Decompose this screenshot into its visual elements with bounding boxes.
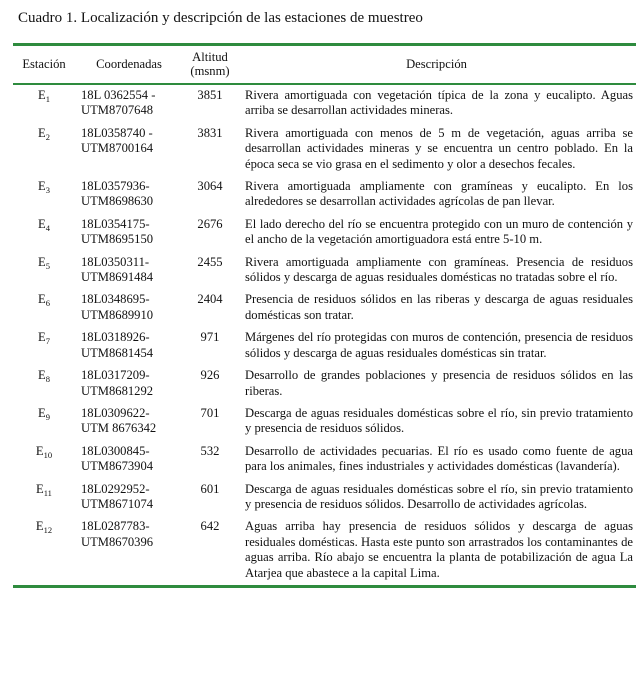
- altitude-cell: 3064: [197, 179, 223, 194]
- station-cell: [13, 176, 75, 214]
- description-cell: Rivera amortiguada ampliamente con gramíneas. Presencia de residuos sólidos y descarga de aguas residuales domésticas no tratadas sobre el río.: [245, 254, 633, 285]
- table-row: [13, 289, 636, 327]
- coordinates-line-1: 18L0358740 -: [81, 125, 153, 140]
- description-cell: Rivera amortiguada con menos de 5 m de vegetación, aguas arriba se desarrollan actividades mineras y se encuentra un centro poblado. En la época seca se vio grasa en el sedimento y olor a desechos fecales.: [245, 125, 633, 171]
- description-cell: Aguas arriba hay presencia de residuos sólidos y descarga de aguas residuales domésticas. Hasta este punto son arrastrados los contaminantes de aguas arriba. Río abajo se encuentra la planta de potabilización de agua La Atarjea que abastece a la capital Lima.: [245, 519, 633, 580]
- station-number: 2: [45, 131, 50, 142]
- coordinates-line-2: UTM8691484: [81, 270, 154, 285]
- description-cell: Desarrollo de actividades pecuarias. El río es usado como fuente de agua para los animales, fines industriales y actividades domésticas (lavandería).: [245, 443, 633, 474]
- station-letter: E: [38, 179, 46, 194]
- coordinates-cell: [75, 516, 183, 585]
- altitude-cell: 2404: [197, 292, 223, 307]
- station-cell: [13, 365, 75, 403]
- station-letter: E: [35, 443, 44, 458]
- stations-table-container: [13, 43, 636, 588]
- table-row: [13, 252, 636, 290]
- coordinates-line-1: 18L0354175-: [81, 216, 150, 231]
- coordinates-line-1: 18L0292952-: [81, 481, 150, 496]
- station-letter: E: [38, 368, 46, 383]
- description-cell: El lado derecho del río se encuentra protegido con un muro de contención y el ancho de la vegetación amortiguadora está entre 5-10 m.: [245, 216, 633, 247]
- altitude-cell: 701: [200, 405, 220, 420]
- description-cell: Márgenes del río protegidas con muros de contención, presencia de residuos sólidos y descarga de aguas residuales domésticas sin tratar.: [245, 330, 633, 360]
- header-altitud-line2: (msnm): [190, 64, 230, 78]
- table-row: [13, 123, 636, 176]
- coordinates-cell: [75, 214, 183, 252]
- station-number: 11: [43, 487, 52, 498]
- coordinates-line-2: UTM8673904: [81, 459, 154, 474]
- coordinates-line-1: 18L0357936-: [81, 179, 150, 194]
- station-number: 8: [45, 374, 50, 385]
- description-cell: Descarga de aguas residuales domésticas sobre el río, sin previo tratamiento y presencia de residuos sólidos. Desarrollo de actividades agrícolas.: [245, 481, 633, 511]
- coordinates-line-2: UTM8700164: [81, 141, 154, 156]
- station-cell: [13, 289, 75, 327]
- coordinates-line-1: 18L0287783-: [81, 519, 150, 534]
- table-row: [13, 176, 636, 214]
- station-letter: E: [38, 292, 46, 307]
- station-number: 7: [45, 336, 50, 347]
- station-cell: [13, 85, 75, 123]
- station-letter: E: [38, 125, 46, 140]
- table-row: [13, 479, 636, 517]
- station-number: 5: [45, 260, 50, 271]
- station-letter: E: [36, 481, 44, 496]
- station-letter: E: [38, 254, 46, 269]
- table-row: [13, 516, 636, 585]
- header-estacion: Estación: [22, 57, 66, 71]
- header-descripcion: Descripción: [406, 57, 467, 71]
- coordinates-cell: [75, 479, 183, 517]
- description-cell: Desarrollo de grandes poblaciones y presencia de residuos sólidos en las riberas.: [245, 368, 633, 398]
- station-cell: [13, 403, 75, 441]
- coordinates-line-2: UTM8671074: [81, 496, 154, 511]
- coordinates-line-2: UTM8689910: [81, 307, 154, 322]
- description-cell: Rivera amortiguada con vegetación típica de la zona y eucalipto. Aguas arriba se desarrollan actividades mineras.: [245, 88, 633, 118]
- table-row: [13, 403, 636, 441]
- altitude-cell: 971: [200, 330, 220, 345]
- description-cell: Presencia de residuos sólidos en las riberas y descarga de aguas residuales domésticas son tratar.: [245, 292, 633, 322]
- station-number: 9: [45, 411, 50, 422]
- station-number: 12: [43, 525, 53, 536]
- altitude-cell: 601: [200, 481, 220, 496]
- station-number: 10: [43, 449, 53, 460]
- station-letter: E: [38, 405, 46, 420]
- station-letter: E: [38, 216, 46, 231]
- header-altitud: [183, 46, 237, 83]
- station-cell: [13, 252, 75, 290]
- stations-table: [13, 46, 636, 585]
- coordinates-line-2: UTM 8676342: [81, 421, 157, 436]
- altitude-cell: 532: [200, 443, 220, 458]
- table-row: [13, 327, 636, 365]
- station-number: 4: [45, 222, 50, 233]
- coordinates-line-1: 18L0350311-: [81, 254, 150, 269]
- altitude-cell: 3851: [197, 88, 223, 102]
- coordinates-line-1: 18L0318926-: [81, 330, 150, 345]
- coordinates-line-2: UTM8695150: [81, 232, 154, 247]
- coordinates-cell: [75, 365, 183, 403]
- description-cell: Rivera amortiguada ampliamente con gramíneas y eucalipto. En los alrededores se desarrollan actividades agrícolas de pan llevar.: [245, 179, 633, 209]
- coordinates-line-2: UTM8698630: [81, 194, 154, 209]
- altitude-cell: 926: [200, 368, 220, 383]
- altitude-cell: 2676: [197, 216, 223, 231]
- station-cell: [13, 516, 75, 585]
- description-cell: Descarga de aguas residuales domésticas sobre el río, sin previo tratamiento y presencia de residuos sólidos.: [245, 405, 633, 436]
- coordinates-line-2: UTM8707648: [81, 103, 154, 118]
- coordinates-line-1: 18L0309622-: [81, 405, 150, 420]
- station-cell: [13, 327, 75, 365]
- coordinates-cell: [75, 327, 183, 365]
- coordinates-cell: [75, 403, 183, 441]
- station-cell: [13, 123, 75, 176]
- header-coordenadas: Coordenadas: [96, 57, 162, 71]
- altitude-cell: 2455: [197, 254, 223, 269]
- coordinates-line-1: 18L0317209-: [81, 368, 150, 383]
- station-letter: E: [38, 88, 46, 102]
- coordinates-cell: [75, 441, 183, 479]
- table-row: [13, 441, 636, 479]
- station-number: 6: [45, 298, 50, 309]
- altitude-cell: 3831: [197, 125, 223, 140]
- header-row: [13, 46, 636, 83]
- coordinates-line-2: UTM8670396: [81, 534, 154, 549]
- coordinates-line-2: UTM8681454: [81, 345, 154, 360]
- coordinates-line-1: 18L0300845-: [81, 443, 150, 458]
- coordinates-cell: [75, 289, 183, 327]
- station-cell: [13, 441, 75, 479]
- table-caption: Cuadro 1. Localización y descripción de las estaciones de muestreo: [18, 10, 423, 26]
- table-row: [13, 85, 636, 123]
- table-row: [13, 214, 636, 252]
- coordinates-cell: [75, 252, 183, 290]
- station-letter: E: [38, 330, 46, 345]
- coordinates-line-2: UTM8681292: [81, 383, 154, 398]
- table-body: [13, 85, 636, 585]
- coordinates-line-1: 18L0348695-: [81, 292, 150, 307]
- coordinates-cell: [75, 176, 183, 214]
- bottom-rule: [13, 585, 636, 588]
- station-number: 3: [45, 185, 50, 196]
- station-cell: [13, 479, 75, 517]
- coordinates-cell: [75, 85, 183, 123]
- table-row: [13, 365, 636, 403]
- altitude-cell: 642: [200, 519, 220, 534]
- station-letter: E: [35, 519, 44, 534]
- header-altitud-line1: Altitud: [192, 50, 228, 64]
- station-number: 1: [45, 94, 50, 104]
- coordinates-line-1: 18L 0362554 -: [81, 88, 156, 102]
- station-cell: [13, 214, 75, 252]
- table-header: [13, 46, 636, 85]
- coordinates-cell: [75, 123, 183, 176]
